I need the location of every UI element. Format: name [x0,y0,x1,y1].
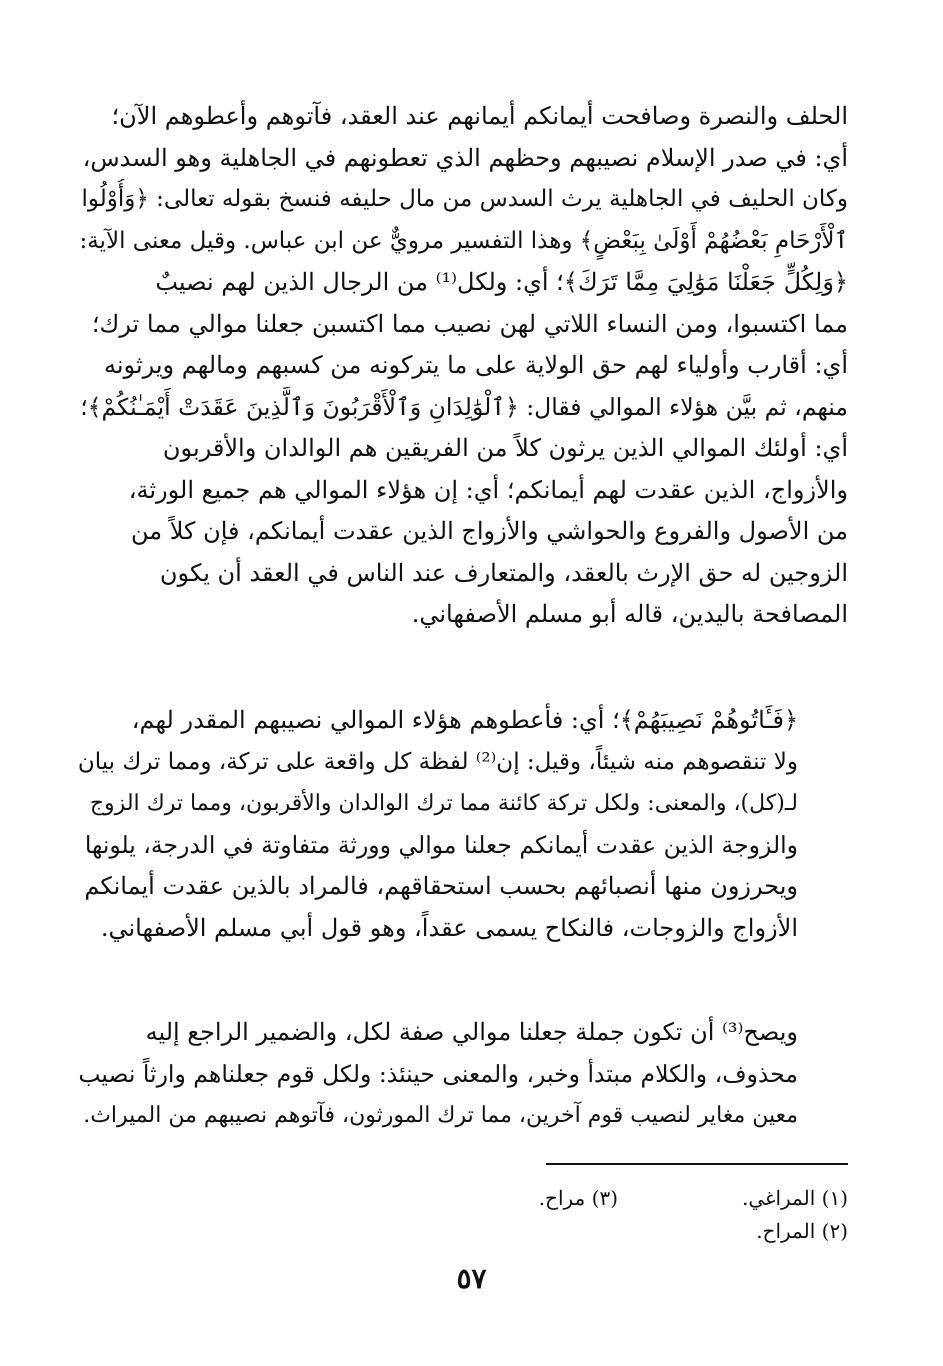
text-line: ﴿فَـَٔاتُوهُمْ نَصِيبَهُمْ﴾؛ أي: فأعطوهم هؤلاء الموالي نصيبهم المقدر لهم، [131,706,798,734]
text-line: وكان الحليف في الجاهلية يرث السدس من مال حليفه فنسخ بقوله تعالى: ﴿وَأُوْلُوا [81,186,848,212]
text-line: من الأصول والفروع والحواشي والأزواج الذين عقدت أيمانكم، فإن كلاً من [130,517,848,545]
footnote-text: المراغي. [741,1186,816,1210]
footnote-text: المراح. [756,1219,816,1243]
text-line: محذوف، والكلام مبتدأ وخبر، والمعنى حينئذ: ولكل قوم جعلناهم وارثاً نصيب [78,1059,798,1088]
paragraph-2 [76,700,848,949]
footnote-text: مراح. [538,1186,586,1210]
text-line: أي: أقارب وأولياء لهم حق الولاية على ما يتركونه من كسبهم ومالهم ويرثونه [104,351,848,379]
paragraph-1 [76,96,848,636]
text-line: معين مغاير لنصيب قوم آخرين، مما ترك المورثون، فآتوهم نصيبهم من الميراث. [83,1103,798,1128]
text-line: أي: أولئك الموالي الذين يرثون كلاً من الفريقين هم الوالدان والأقربون [162,434,848,462]
text-line: ويصح⁽³⁾ أن تكون جملة جعلنا موالي صفة لكل، والضمير الراجع إليه [145,1018,798,1046]
text-line: ﴿وَلِكُلٍّ جَعَلْنَا مَوَٰلِيَ مِمَّا تَرَكَ﴾؛ أي: ولكل⁽¹⁾ من الرجال الذين لهم نصيبٌ [155,268,848,296]
text-line: لـ(كل)، والمعنى: ولكل تركة كائنة مما ترك الوالدان والأقربون، ومما ترك الزوج [89,791,798,816]
text-line: والزوجة الذين عقدت أيمانكم جعلنا موالي وورثة متفاوتة في الدرجة، يلونها [84,830,798,859]
text-line: الزوجين له حق الإرث بالعقد، والمتعارف عند الناس في العقد أن يكون [159,558,848,587]
paragraph-3 [76,1012,848,1137]
page-number: ٥٧ [456,1262,487,1295]
text-line: أي: في صدر الإسلام نصيبهم وحظهم الذي تعطونهم في الجاهلية وهو السدس، [82,143,848,172]
text-line: ٱلْأَرْحَامِ بَعْضُهُمْ أَوْلَىٰ بِبَعْضٍ﴾ وهذا التفسير مرويٌّ عن ابن عباس. وقيل معنى الآية: [79,227,848,254]
text-line: منهم، ثم بيَّن هؤلاء الموالي فقال: ﴿ٱلْوَٰلِدَانِ وَٱلْأَقْرَبُونَ وَٱلَّذِينَ عَقَدَتْ أَيْمَـٰنُكُمْ﴾؛ [80,392,848,421]
footnote-row [300,1182,848,1215]
text-line: ويحرزون منها أنصبائهم بحسب استحقاقهم، فالمراد بالذين عقدت أيمانكم [84,872,798,900]
footnote-1 [678,1182,848,1215]
text-line: والأزواج، الذين عقدت لهم أيمانكم؛ أي: إن هؤلاء الموالي هم جميع الورثة، [128,475,848,504]
footnote-label: (١) [821,1186,848,1210]
footnote-3 [448,1182,618,1215]
footnote-separator [546,1163,848,1165]
text-line: مما اكتسبوا، ومن النساء اللاتي لهن نصيب مما اكتسبن جعلنا موالي مما ترك؛ [91,309,848,338]
text-line: ولا تنقصوهم منه شيئاً، وقيل: إن⁽²⁾ لفظة كل واقعة على تركة، ومما ترك بيان [77,748,798,775]
footnote-2 [678,1215,848,1248]
text-line: الأزواج والزوجات، فالنكاح يسمى عقداً، وهو قول أبي مسلم الأصفهاني. [100,913,798,942]
text-line: المصافحة باليدين، قاله أبو مسلم الأصفهاني. [411,600,848,628]
footnotes [300,1182,848,1248]
footnote-row [300,1215,848,1248]
footnote-label: (٣) [591,1186,618,1210]
footnote-label: (٢) [821,1219,848,1243]
text-line: الحلف والنصرة وصافحت أيمانكم أيمانهم عند العقد، فآتوهم وأعطوهم الآن؛ [111,102,848,130]
